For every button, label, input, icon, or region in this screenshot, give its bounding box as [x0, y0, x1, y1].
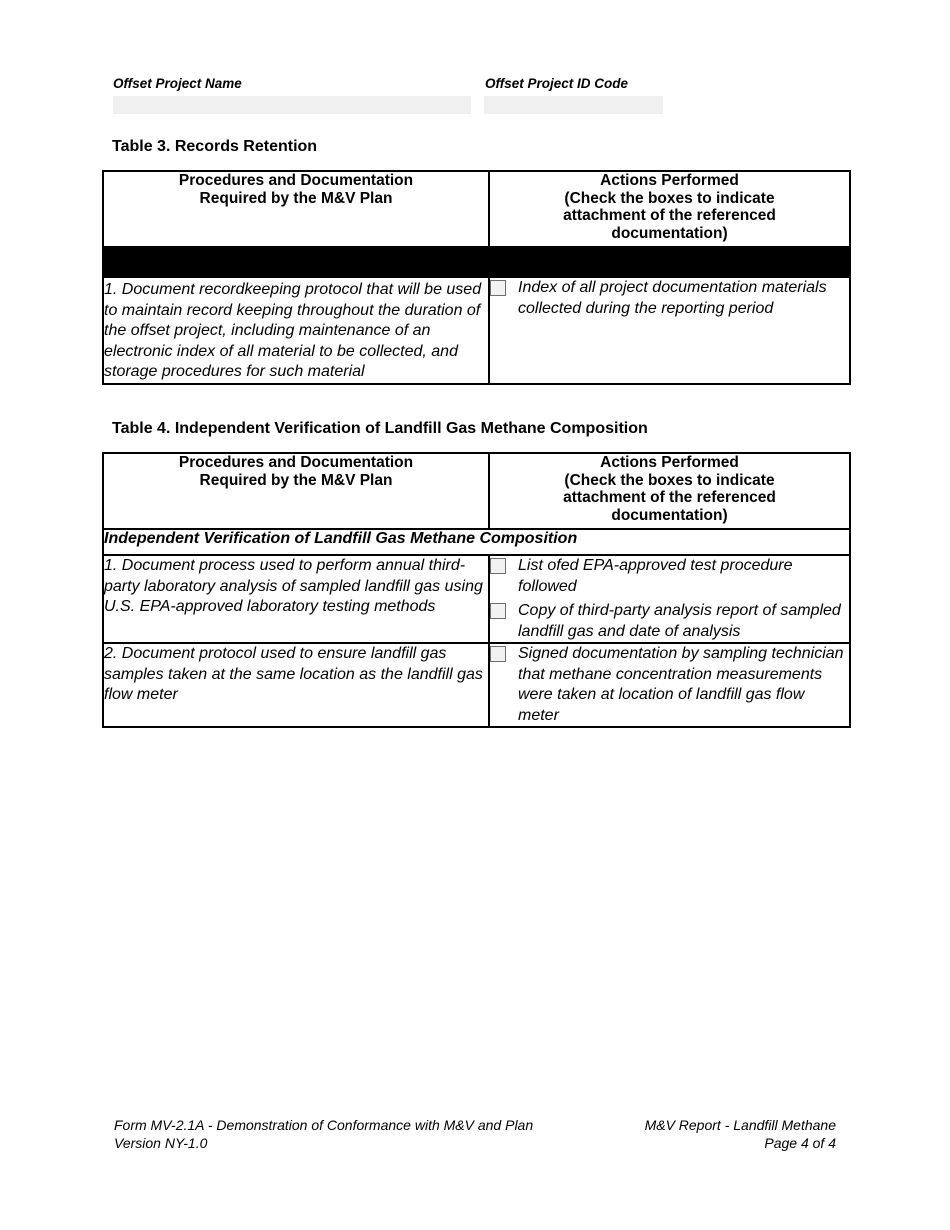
check-label: Index of all project documentation materials collected during the reporting period: [518, 279, 827, 317]
table3-row1-actions: [489, 277, 850, 384]
table-row: [103, 555, 850, 643]
footer-right: [645, 1117, 836, 1152]
check-item: [490, 644, 849, 726]
project-id-label: Offset Project ID Code: [485, 76, 629, 91]
check-item: [490, 556, 849, 597]
table4-col2-header: Actions Performed (Check the boxes to indicate attachment of the referenced documentation): [489, 453, 850, 529]
check-label: Copy of third-party analysis report of sampled landfill gas and date of analysis: [518, 602, 841, 640]
check-item: [490, 601, 849, 642]
report-name: M&V Report - Landfill Methane: [644, 1117, 836, 1133]
table4-row2-procedure: 2. Document protocol used to ensure landfill gas samples taken at the same location as the landfill gas flow meter: [103, 643, 489, 727]
table3-black-bar: [103, 247, 850, 277]
table4-section-heading: Independent Verification of Landfill Gas Methane Composition: [103, 529, 850, 555]
table3-records-retention: [102, 170, 851, 385]
table-row: [103, 643, 850, 727]
checkbox[interactable]: [490, 558, 506, 574]
check-item: [490, 278, 849, 319]
table4-title: Table 4. Independent Verification of Landfill Gas Methane Composition: [112, 420, 648, 437]
check-label: List ofed EPA-approved test procedure followed: [518, 557, 793, 595]
checkbox[interactable]: [490, 603, 506, 619]
checkbox[interactable]: [490, 280, 506, 296]
checkbox[interactable]: [490, 646, 506, 662]
form-version: Version NY-1.0: [114, 1134, 208, 1151]
table-row: [103, 277, 850, 384]
project-name-field[interactable]: [113, 96, 471, 114]
table3-col1-header: Procedures and Documentation Required by the M&V Plan: [103, 171, 489, 247]
table4-col1-header: Procedures and Documentation Required by the M&V Plan: [103, 453, 489, 529]
table3-row1-procedure: 1. Document recordkeeping protocol that will be used to maintain record keeping throughout the duration of the offset project, including maintenance of an electronic index of all material to be collected, and storage procedures for such material: [103, 277, 489, 384]
table4-methane-verification: [102, 452, 851, 728]
table3-title: Table 3. Records Retention: [112, 138, 318, 155]
table4-row1-procedure: 1. Document process used to perform annual third-party laboratory analysis of sampled landfill gas using U.S. EPA-approved laboratory testing methods: [103, 555, 489, 643]
table4-row1-actions: [489, 555, 850, 643]
project-id-field[interactable]: [484, 96, 663, 114]
table3-col2-header: Actions Performed (Check the boxes to indicate attachment of the referenced documentation): [489, 171, 850, 247]
project-name-label: Offset Project Name: [113, 76, 242, 91]
form-name: Form MV-2.1A - Demonstration of Conformance with M&V and Plan: [114, 1117, 534, 1133]
table4-row2-actions: [489, 643, 850, 727]
page-number: Page 4 of 4: [764, 1134, 836, 1151]
footer-left: [114, 1117, 533, 1152]
check-label: Signed documentation by sampling technician that methane concentration measurements were taken at location of landfill gas flow meter: [518, 645, 844, 724]
